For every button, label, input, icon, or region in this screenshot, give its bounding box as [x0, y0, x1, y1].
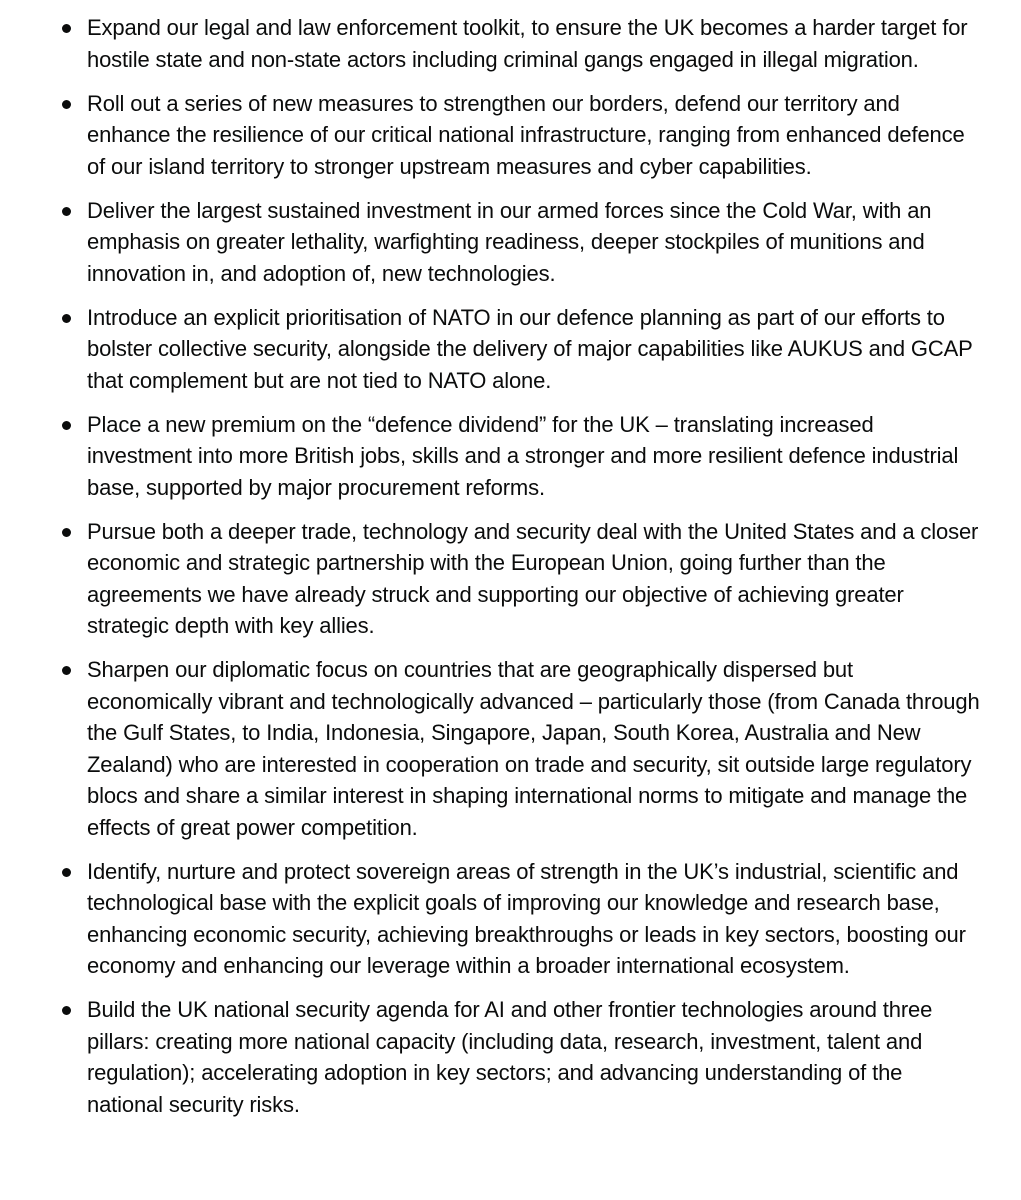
bullet-icon — [62, 207, 71, 216]
bullet-icon — [62, 868, 71, 877]
bullet-icon — [62, 100, 71, 109]
list-item-text: Pursue both a deeper trade, technology and security deal with the United States and a closer economic and strategic partnership with the European Union, going further than the agreements we have already struck and supporting our objective of achieving greater strategic depth with key allies. — [87, 518, 979, 638]
list-item — [87, 88, 981, 183]
list-item — [87, 516, 981, 642]
list-item — [87, 856, 981, 982]
list-item — [87, 994, 981, 1120]
list-item-text: Expand our legal and law enforcement toolkit, to ensure the UK becomes a harder target for hostile state and non-state actors including criminal gangs engaged in illegal migration. — [87, 15, 968, 72]
bullet-icon — [62, 666, 71, 675]
list-item-text: Sharpen our diplomatic focus on countries that are geographically dispersed but economically vibrant and technologically advanced – particularly those (from Canada through the Gulf States, to India, Indonesia, Singapore, Japan, South Korea, Australia and New Zealand) who are interested in cooperation on trade and security, sit outside large regulatory blocs and share a similar interest in shaping international norms to mitigate and manage the effects of great power competition. — [87, 657, 980, 840]
bullet-icon — [62, 24, 71, 33]
list-item — [87, 302, 981, 397]
list-item — [87, 654, 981, 843]
list-item-text: Identify, nurture and protect sovereign areas of strength in the UK’s industrial, scientific and technological base with the explicit goals of improving our knowledge and research base, enhancing economic security, achieving breakthroughs or leads in key sectors, boosting our economy and enhancing our leverage within a broader international ecosystem. — [87, 858, 966, 978]
bullet-icon — [62, 314, 71, 323]
list-item — [87, 409, 981, 504]
list-item — [87, 195, 981, 290]
list-item-text: Roll out a series of new measures to strengthen our borders, defend our territory and enhance the resilience of our critical national infrastructure, ranging from enhanced defence of our island territory to stronger upstream measures and cyber capabilities. — [87, 90, 965, 179]
bullet-icon — [62, 1006, 71, 1015]
list-item — [87, 12, 981, 75]
list-item-text: Deliver the largest sustained investment in our armed forces since the Cold War, with an emphasis on greater lethality, warfighting readiness, deeper stockpiles of munitions and innovation in, and adoption of, new technologies. — [87, 197, 932, 286]
list-item-text: Introduce an explicit prioritisation of NATO in our defence planning as part of our efforts to bolster collective security, alongside the delivery of major capabilities like AUKUS and GCAP that complement but are not tied to NATO alone. — [87, 304, 973, 393]
bullet-icon — [62, 421, 71, 430]
bullet-icon — [62, 528, 71, 537]
list-item-text: Place a new premium on the “defence dividend” for the UK – translating increased investment into more British jobs, skills and a stronger and more resilient defence industrial base, supported by major procurement reforms. — [87, 411, 959, 500]
bullet-list — [0, 12, 981, 1120]
list-item-text: Build the UK national security agenda for AI and other frontier technologies around three pillars: creating more national capacity (including data, research, investment, talent and regulation); accelerating adoption in key sectors; and advancing understanding of the national security risks. — [87, 997, 933, 1117]
